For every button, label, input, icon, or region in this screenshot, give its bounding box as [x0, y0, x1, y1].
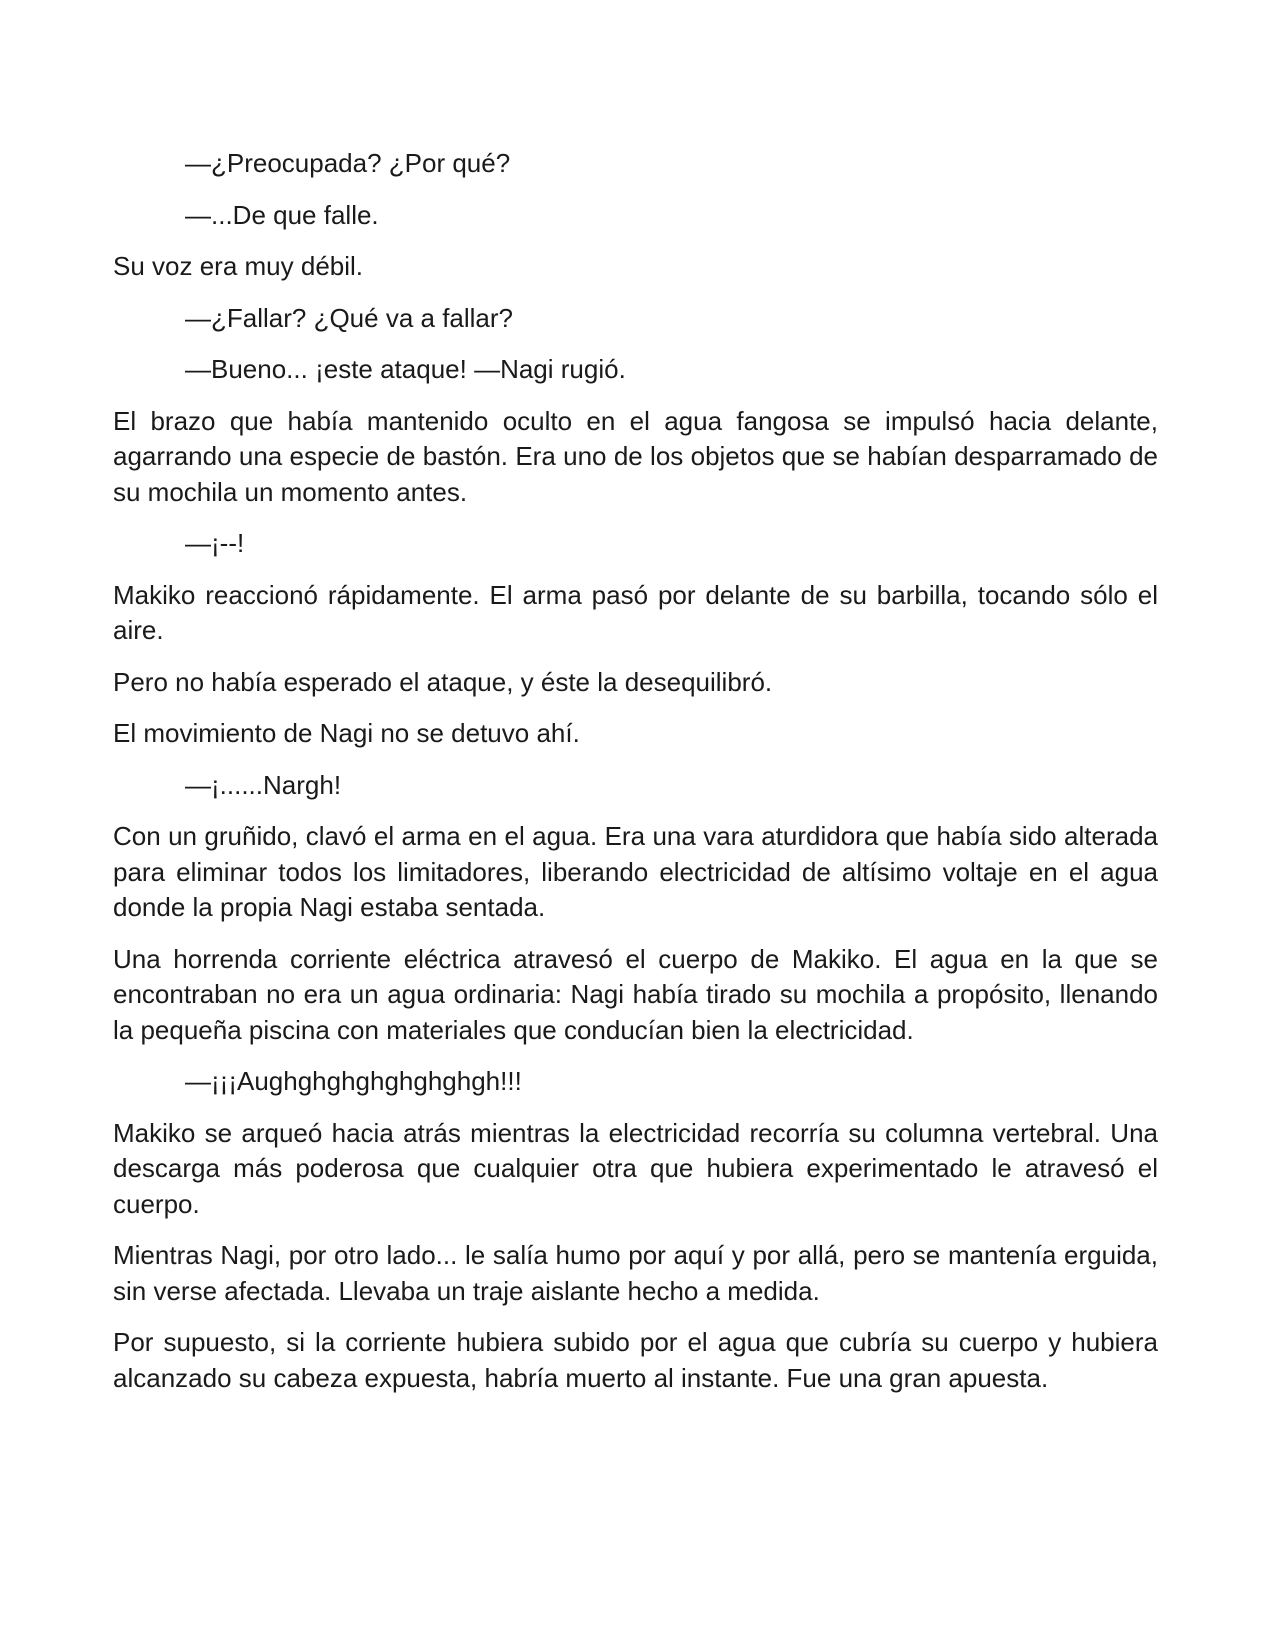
narration-paragraph: El movimiento de Nagi no se detuvo ahí.: [113, 718, 580, 748]
narration-paragraph: Con un gruñido, clavó el arma en el agua. Era una vara aturdidora que había sido alterada para eliminar todos los limitadores, liberando electricidad de altísimo voltaje en el agua donde la propia Nagi estaba sentada.: [113, 821, 1158, 922]
narration-paragraph: Mientras Nagi, por otro lado... le salía humo por aquí y por allá, pero se mantenía erguida, sin verse afectada. Llevaba un traje aislante hecho a medida.: [113, 1240, 1158, 1306]
narration-paragraph: Por supuesto, si la corriente hubiera subido por el agua que cubría su cuerpo y hubiera alcanzado su cabeza expuesta, habría muerto al instante. Fue una gran apuesta.: [113, 1327, 1158, 1393]
dialogue-line: —¡¡¡Aughghghghghghghgh!!!: [185, 1066, 522, 1096]
dialogue-line: —¿Preocupada? ¿Por qué?: [185, 148, 511, 178]
dialogue-line: —...De que falle.: [185, 199, 379, 230]
narration-paragraph: Pero no había esperado el ataque, y éste la desequilibró.: [113, 666, 773, 697]
dialogue-line: —¡--!: [185, 528, 245, 558]
dialogue-line: —¿Fallar? ¿Qué va a fallar?: [185, 302, 514, 333]
narration-paragraph: Makiko reaccionó rápidamente. El arma pasó por delante de su barbilla, tocando sólo el aire.: [113, 579, 1158, 645]
narration-paragraph: Makiko se arqueó hacia atrás mientras la electricidad recorría su columna vertebral. Una descarga más poderosa que cualquier otra que hubiera experimentado le atravesó el cuerpo.: [113, 1117, 1158, 1219]
narration-paragraph: Su voz era muy débil.: [113, 251, 364, 281]
narration-paragraph: Una horrenda corriente eléctrica atravesó el cuerpo de Makiko. El agua en la que se encontraban no era un agua ordinaria: Nagi había tirado su mochila a propósito, llenando la pequeña piscina con materiales que conducían bien la electricidad.: [113, 943, 1158, 1045]
dialogue-line: —¡......Nargh!: [185, 769, 342, 800]
document-page: [113, 146, 1158, 1412]
dialogue-line: —Bueno... ¡este ataque! —Nagi rugió.: [185, 354, 626, 384]
narration-paragraph: El brazo que había mantenido oculto en el agua fangosa se impulsó hacia delante, agarrando una especie de bastón. Era uno de los objetos que se habían desparramado de su mochila un momento antes.: [113, 405, 1158, 507]
